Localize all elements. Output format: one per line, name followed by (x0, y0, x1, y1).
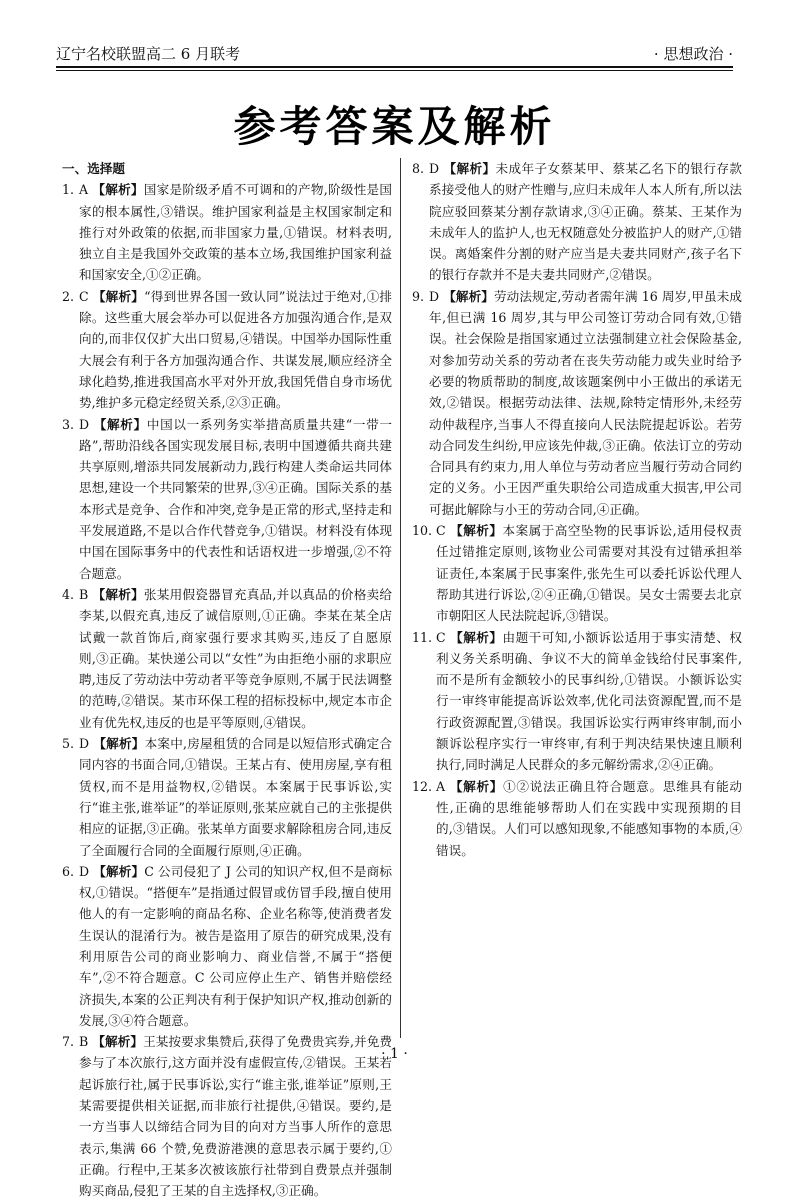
item-number: 12. (412, 778, 433, 794)
answer-item-10 (412, 520, 742, 626)
answer-item-11 (412, 627, 742, 776)
item-number: 7. (62, 1034, 75, 1050)
analysis-tag: 【解析】 (450, 523, 503, 539)
item-number: 8. (412, 161, 425, 176)
left-column (62, 158, 392, 1202)
answer-letter: D (429, 288, 440, 304)
analysis-tag: 【解析】 (92, 1034, 144, 1050)
analysis-text: 本案中,房屋租赁的合同是以短信形式确定合同内容的书面合同,①错误。王某占有、使用房屋,享有租赁权,而不是用益物权,②错误。本案属于民事诉讼,实行“谁主张,谁举证”的举证原则,张某应就自己的主张提供相应的证据,③正确。张某单方面要求解除租房合同,违反了全面履行合同的全面履行原则,④正确。 (79, 736, 392, 858)
analysis-text: 张某用假瓷器冒充真品,并以真品的价格卖给李某,以假充真,违反了诚信原则,①正确。李某在某全店试戴一款首饰后,商家强行要求其购买,违反了自愿原则,③正确。某快递公司以“女性”为由拒绝小丽的求职应聘,违反了劳动法中劳动者平等竞争原则,不属于民法调整的范畴,②错误。某市环保工程的招标投标中,规定本市企业有优先权,违反的也是平等原则,④错误。 (79, 586, 392, 730)
analysis-tag: 【解析】 (93, 736, 145, 752)
answer-letter: C (79, 288, 89, 304)
item-number: 10. (412, 523, 433, 539)
answer-letter: B (79, 1034, 89, 1050)
answer-item-4 (62, 584, 392, 733)
item-number: 1. (62, 182, 75, 198)
answer-letter: B (79, 586, 89, 602)
answer-item-9 (412, 286, 742, 520)
answer-item-1 (62, 179, 392, 285)
analysis-tag: 【解析】 (443, 161, 496, 176)
answer-letter: D (79, 863, 90, 879)
analysis-tag: 【解析】 (449, 778, 504, 794)
analysis-tag: 【解析】 (92, 586, 144, 602)
answer-letter: D (79, 416, 90, 432)
analysis-text: 由题干可知,小额诉讼适用于事实清楚、权利义务关系明确、争议不大的简单金钱给付民事案件,而不是所有金额较小的民事纠纷,①错误。小额诉讼实行一审终审能提高诉讼效率,优化司法资源配置,而不是行政资源配置,③错误。我国诉讼实行两审终审制,而小额诉讼程序实行一审终审,有利于判决结果快速且顺利执行,同时满足人民群众的多元解纷需求,②④正确。 (436, 629, 742, 773)
analysis-text: C 公司侵犯了 J 公司的知识产权,但不是商标权,①错误。“搭便车”是指通过假冒或仿冒手段,擅自使用他人的有一定影响的商品名称、企业名称等,使消费者发生误认的混淆行为。被告是盗用了原告的研究成果,没有利用原告公司的商业影响力、商业信誉,不属于“搭便车”,②不符合题意。C 公司应停止生产、销售并赔偿经济损失,本案的公正判决有利于保护知识产权,推动创新的发展,③④符合题意。 (79, 863, 392, 1028)
column-divider (400, 158, 401, 1038)
analysis-text: 中国以一系列务实举措高质量共建“一带一路”,帮助沿线各国实现发展目标,表明中国遵循共商共建共享原则,增添共同发展新动力,践行构建人类命运共同体思想,建设一个共同繁荣的世界,③④正确。国际关系的基本形式是竞争、合作和冲突,竞争是正常的形式,坚持走和平发展道路,不是以合作代替竞争,①错误。材料没有体现中国在国际事务中的代表性和话语权进一步增强,②不符合题意。 (79, 416, 392, 581)
answer-letter: D (79, 736, 90, 752)
answer-item-2 (62, 286, 392, 414)
answer-letter: C (436, 523, 446, 539)
page-header (56, 40, 733, 64)
analysis-text: 本案属于高空坠物的民事诉讼,适用侵权责任过错推定原则,该物业公司需要对其没有过错承担举证责任,本案属于民事案件,张先生可以委托诉讼代理人帮助其进行诉讼,②④正确,①错误。吴女士需要去北京市朝阳区人民法院起诉,③错误。 (436, 523, 742, 624)
answer-letter: A (79, 182, 89, 198)
right-column (412, 158, 742, 861)
answer-item-5 (62, 733, 392, 861)
analysis-tag: 【解析】 (93, 416, 147, 432)
analysis-text: 王某按要求集赞后,获得了免费贵宾券,并免费参与了本次旅行,这方面并没有虚假宣传,②错误。王某若起诉旅行社,属于民事诉讼,实行“谁主张,谁举证”原则,王某需要提供相关证据,而非旅行社提供,④错误。要约,是一方当事人以缔结合同为目的向对方当事人所作的意思表示,集满 66 个赞,免费游港澳的意思表示属于要约,①正确。行程中,王某多次被该旅行社带到自费景点并强制购买商品,侵犯了王某的自主选择权,③正确。 (79, 1034, 392, 1199)
answer-letter: A (436, 778, 446, 794)
answer-letter: C (436, 629, 446, 645)
header-left-text: 辽宁名校联盟高二 6 月联考 (56, 45, 241, 63)
analysis-tag: 【解析】 (450, 629, 503, 645)
answer-letter: D (429, 161, 440, 176)
answer-item-6 (62, 861, 392, 1031)
analysis-tag: 【解析】 (443, 288, 494, 304)
answer-item-3 (62, 414, 392, 584)
item-number: 5. (62, 736, 75, 752)
answer-item-12 (412, 776, 742, 861)
answer-item-8 (412, 158, 742, 286)
item-number: 6. (62, 863, 75, 879)
analysis-tag: 【解析】 (93, 863, 145, 879)
analysis-text: ①②说法正确且符合题意。思维具有能动性,正确的思维能够帮助人们在实践中实现预期的目的,③错误。人们可以感知现象,不能感知事物的本质,④错误。 (436, 778, 742, 858)
header-rule-thick (56, 66, 733, 68)
analysis-text: 国家是阶级矛盾不可调和的产物,阶级性是国家的根本属性,③错误。维护国家利益是主权国家制定和推行对外政策的依据,而非国家力量,①错误。材料表明,独立自主是我国外交政策的基本立场,我国维护国家利益和国家安全,①②正确。 (79, 182, 392, 283)
page-title: 参考答案及解析 (233, 102, 556, 151)
analysis-tag: 【解析】 (92, 288, 145, 304)
analysis-text: 未成年子女蔡某甲、蔡某乙名下的银行存款系接受他人的财产性赠与,应归未成年人本人所有,所以法院应驳回蔡某分割存款请求,③④正确。蔡某、王某作为未成年人的监护人,也无权随意处分被监护人的财产,①错误。离婚案件分割的财产应当是夫妻共同财产,孩子名下的银行存款并不是夫妻共同财产,②错误。 (429, 161, 742, 283)
item-number: 4. (62, 586, 75, 602)
item-number: 3. (62, 416, 75, 432)
analysis-tag: 【解析】 (92, 182, 144, 198)
section-title: 一、选择题 (62, 161, 125, 176)
item-number: 9. (412, 288, 425, 304)
item-number: 2. (62, 288, 75, 304)
header-rule-thin (56, 70, 733, 71)
header-right-text: · 思想政治 · (653, 45, 733, 63)
item-number: 11. (412, 629, 433, 645)
analysis-text: “得到世界各国一致认同”说法过于绝对,①排除。这些重大展会举办可以促进各方加强沟通合作,是双向的,而非仅仅扩大出口贸易,④错误。中国举办国际性重大展会有利于各方加强沟通合作、共谋发展,顺应经济全球化趋势,推进我国高水平对外开放,我国凭借自身市场优势,维护多元稳定经贸关系,②③正确。 (79, 288, 393, 411)
analysis-text: 劳动法规定,劳动者需年满 16 周岁,甲虽未成年,但已满 16 周岁,其与甲公司签订劳动合同有效,①错误。社会保险是指国家通过立法强制建立社会保险基金,对参加劳动关系的劳动者在丧失劳动能力或失业时给予必要的物质帮助的制度,故该题案例中小王做出的承诺无效,②错误。根据劳动法律、法规,除特定情形外,未经劳动仲裁程序,当事人不得直接向人民法院提起诉讼。若劳动合同发生纠纷,甲应该先仲裁,③正确。依法订立的劳动合同具有约束力,用人单位与劳动者应当履行劳动合同约定的义务。小王因严重失职给公司造成重大损害,甲公司可据此解除与小王的劳动合同,④正确。 (429, 288, 743, 517)
page-number: · 1 · (381, 1046, 408, 1062)
